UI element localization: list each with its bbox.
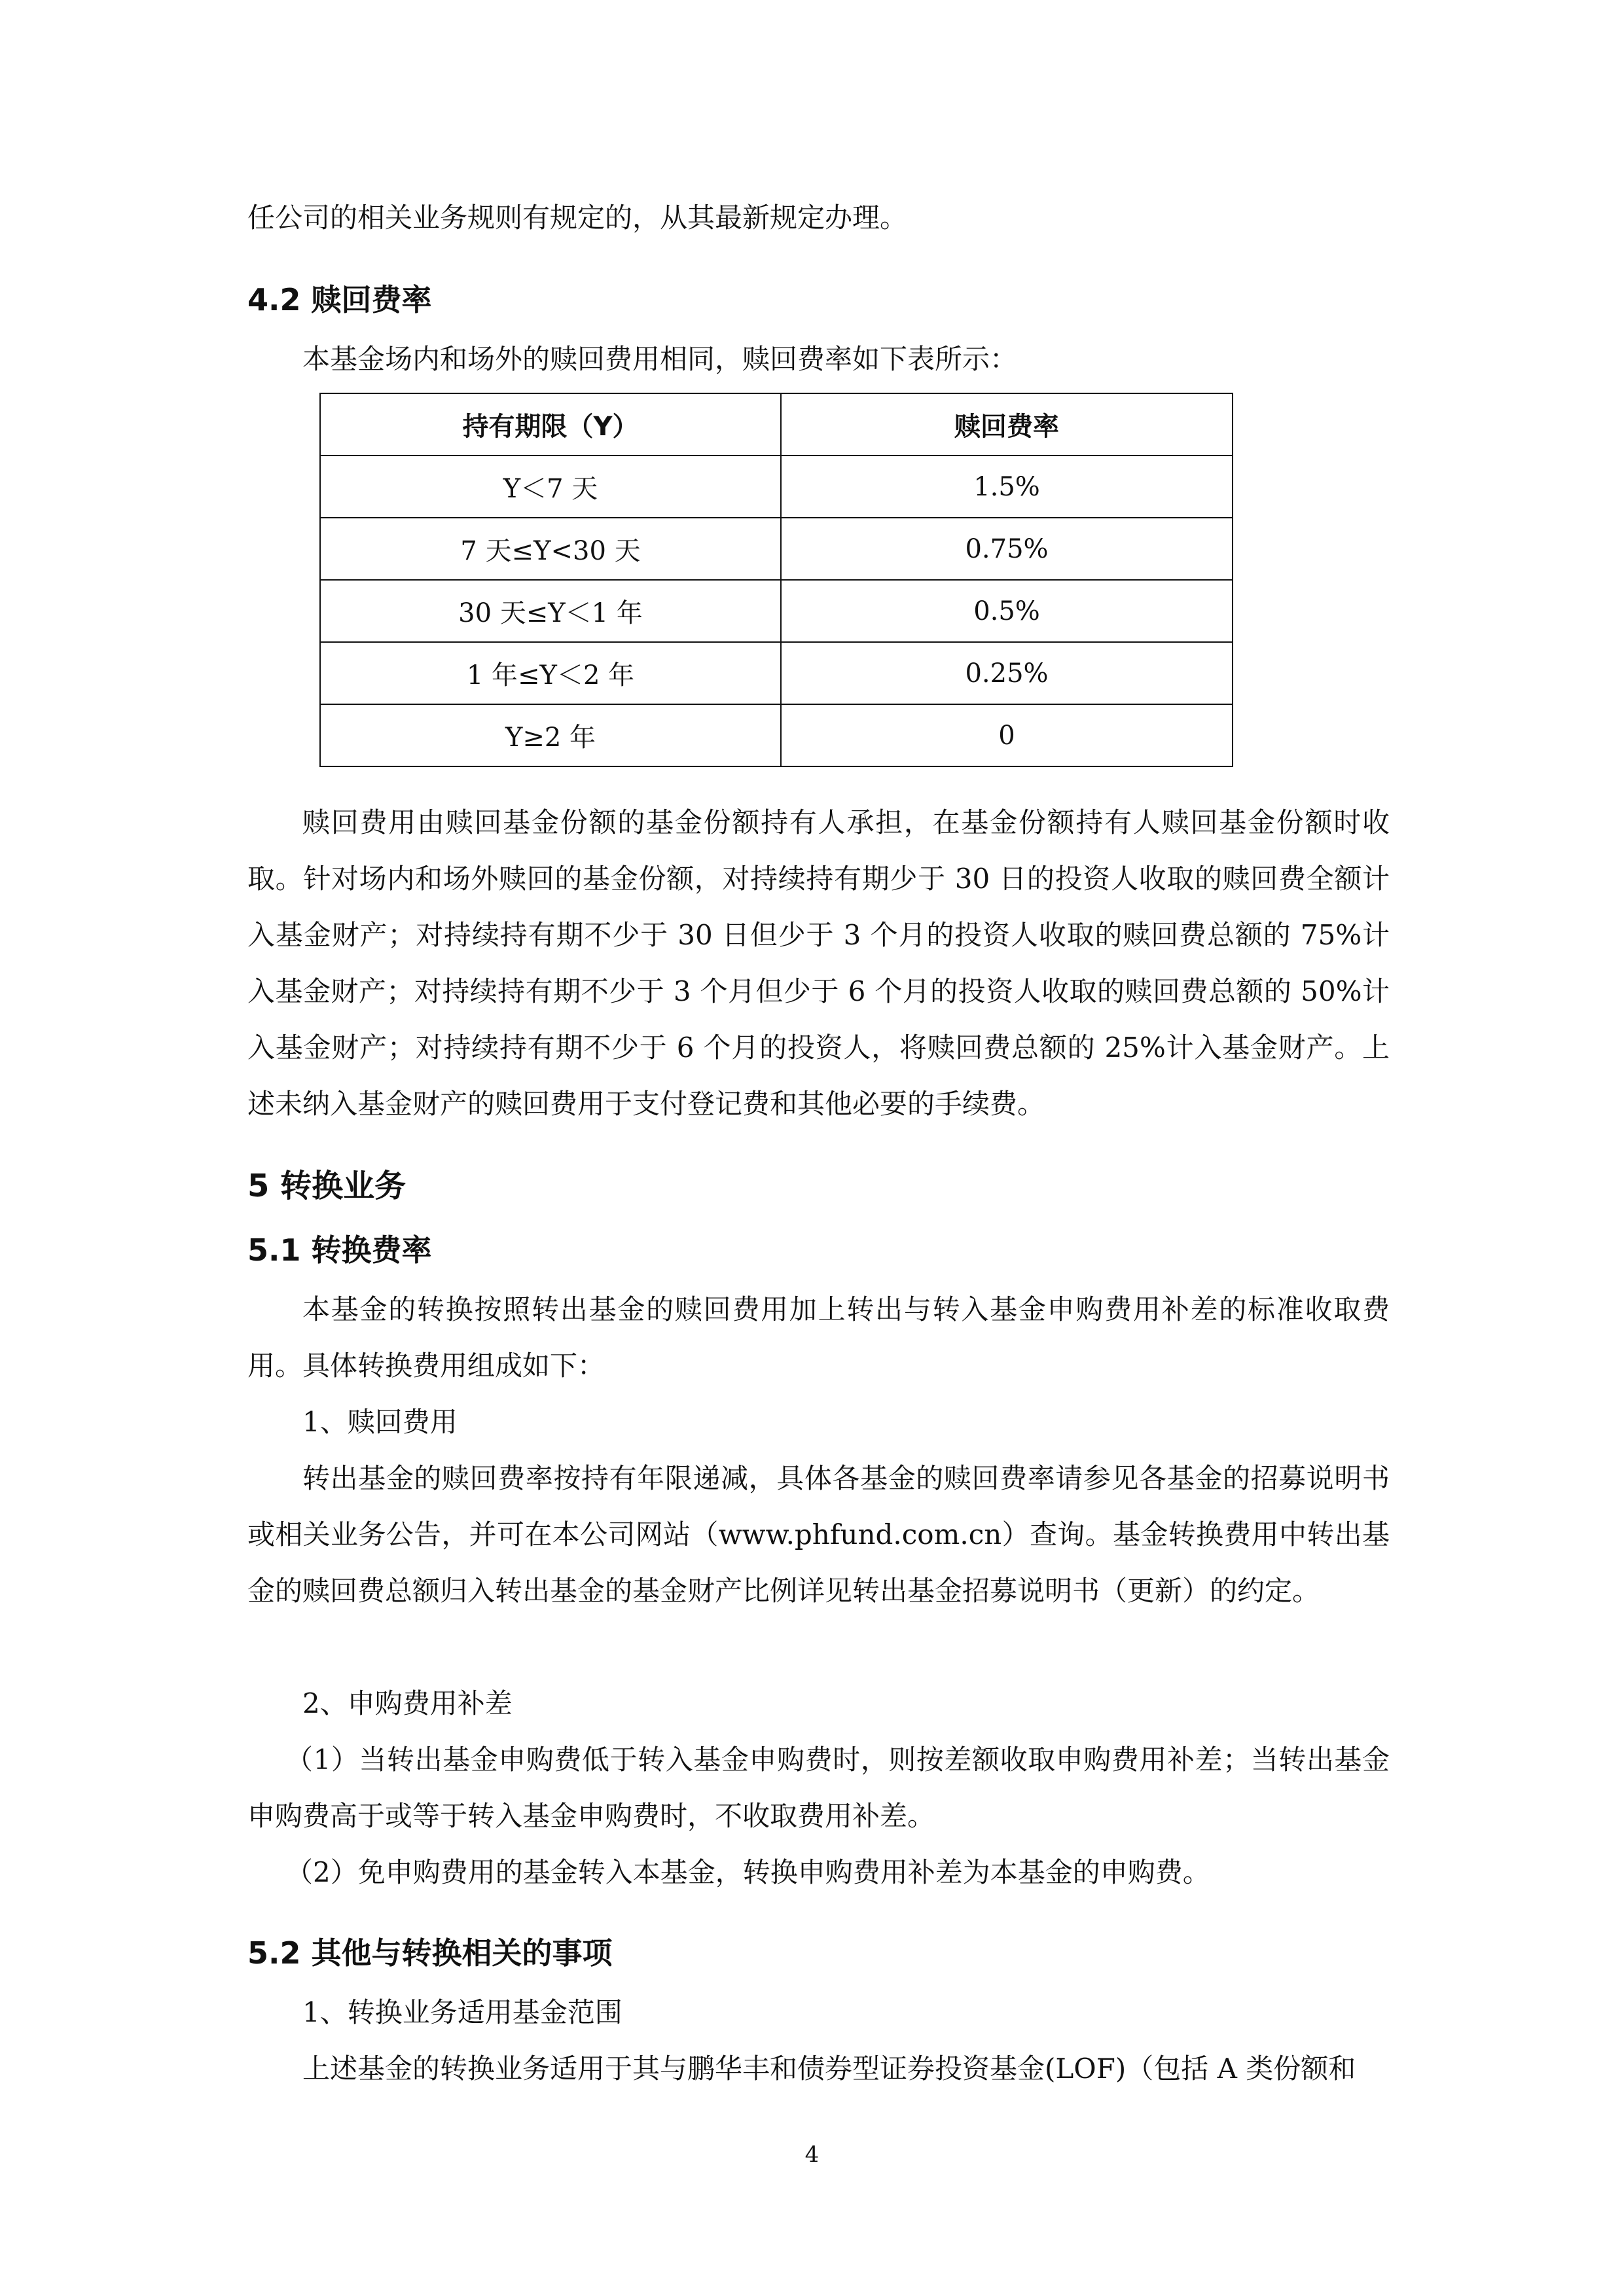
- table-row: [320, 456, 1233, 518]
- item-subscription-diff-point-2: （2）免申购费用的基金转入本基金，转换申购费用补差为本基金的申购费。: [285, 1856, 1210, 1888]
- column-header-fee-rate: 赎回费率: [781, 393, 1233, 456]
- item-redemption-fee-text: 转出基金的赎回费率按持有年限递减，具体各基金的赎回费率请参见各基金的招募说明书或相关业务公告，并可在本公司网站（www.phfund.com.cn）查询。基金转换费用中转出基金的赎回费总额归入转出基金的基金财产比例详见转出基金招募说明书（更新）的约定。: [247, 1462, 1390, 1607]
- section-heading-5-2: 5.2 其他与转换相关的事项: [247, 1935, 613, 1971]
- section-heading-4-2: 4.2 赎回费率: [247, 282, 432, 317]
- table-row: [320, 704, 1233, 766]
- item-subscription-diff-title: 2、申购费用补差: [302, 1687, 513, 1719]
- holding-period-cell: 7 天≤Y<30 天: [320, 518, 781, 580]
- table-header-row: [320, 393, 1233, 456]
- holding-period-cell: 1 年≤Y＜2 年: [320, 642, 781, 704]
- item-scope-text: 上述基金的转换业务适用于其与鹏华丰和债券型证券投资基金(LOF)（包括 A 类份额和: [302, 2053, 1356, 2085]
- fee-rate-cell: 0: [781, 704, 1233, 766]
- fee-rate-cell: 1.5%: [781, 456, 1233, 518]
- section-heading-5: 5 转换业务: [247, 1168, 406, 1204]
- table-row: [320, 518, 1233, 580]
- table-row: [320, 580, 1233, 642]
- section-heading-5-1: 5.1 转换费率: [247, 1232, 432, 1268]
- holding-period-cell: Y≥2 年: [320, 704, 781, 766]
- conversion-fee-intro: 本基金的转换按照转出基金的赎回费用加上转出与转入基金申购费用补差的标准收取费用。具体转换费用组成如下：: [247, 1293, 1390, 1382]
- fee-rate-cell: 0.75%: [781, 518, 1233, 580]
- item-redemption-fee-title: 1、赎回费用: [302, 1406, 458, 1438]
- table-row: [320, 642, 1233, 704]
- holding-period-cell: Y＜7 天: [320, 456, 781, 518]
- column-header-holding-period: 持有期限（Y）: [320, 393, 781, 456]
- fee-rate-cell: 0.25%: [781, 642, 1233, 704]
- item-subscription-diff-point-1: （1）当转出基金申购费低于转入基金申购费时，则按差额收取申购费用补差；当转出基金申购费高于或等于转入基金申购费时，不收取费用补差。: [247, 1744, 1390, 1832]
- continuation-line: 任公司的相关业务规则有规定的，从其最新规定办理。: [247, 202, 908, 234]
- table-intro: 本基金场内和场外的赎回费用相同，赎回费率如下表所示：: [302, 343, 1018, 375]
- holding-period-cell: 30 天≤Y＜1 年: [320, 580, 781, 642]
- page-number: 4: [804, 2142, 820, 2168]
- redemption-fee-paragraph: 赎回费用由赎回基金份额的基金份额持有人承担，在基金份额持有人赎回基金份额时收取。针对场内和场外赎回的基金份额，对持续持有期少于 30 日的投资人收取的赎回费全额计入基金财产；对持续持有期不少于 30 日但少于 3 个月的投资人收取的赎回费总额的 75%计入基金财产；对持续持有期不少于 3 个月但少于 6 个月的投资人收取的赎回费总额的 50%计入基金财产；对持续持有期不少于 6 个月的投资人，将赎回费总额的 25%计入基金财产。上述未纳入基金财产的赎回费用于支付登记费和其他必要的手续费。: [247, 806, 1390, 1120]
- redemption-fee-table: [319, 393, 1233, 767]
- fee-rate-cell: 0.5%: [781, 580, 1233, 642]
- item-scope-title: 1、转换业务适用基金范围: [302, 1996, 623, 2028]
